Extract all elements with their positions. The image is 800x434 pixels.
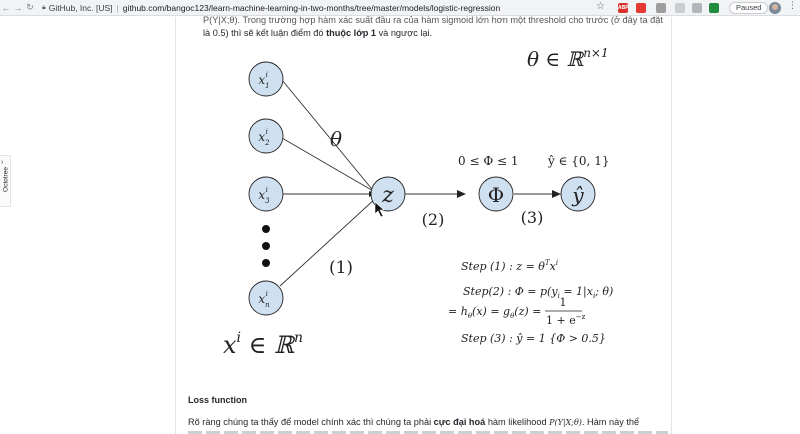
phi-node-label: Φ xyxy=(487,183,505,207)
theta-definition: θ ∈ ℝ$^{n\times 1}$ xyxy=(527,46,609,71)
text: và ngược lại. xyxy=(376,28,433,38)
yhat-node-label: ŷ xyxy=(572,183,584,207)
back-icon[interactable]: ← xyxy=(1,2,11,13)
fraction-denominator: $1 + e^{-z}$ xyxy=(546,313,586,327)
edge-x2-z xyxy=(282,138,375,192)
ellipsis-dot xyxy=(262,225,270,233)
arrowhead-z-phi xyxy=(457,190,466,198)
phi-range: 0 ≤ Φ ≤ 1 xyxy=(458,154,519,168)
input-node-x3 xyxy=(249,177,283,211)
input-node-x2 xyxy=(249,119,283,153)
ellipsis-dot xyxy=(262,259,270,267)
step-label-3: (3) xyxy=(520,208,544,227)
arrowhead-phi-yhat xyxy=(552,190,561,198)
paragraph-line xyxy=(188,417,639,427)
input-domain: $x^i$ ∈ ℝ$^n$ xyxy=(223,330,304,359)
step1-formula: Step (1) : $z = \theta^Tx^i$ xyxy=(461,259,559,273)
bold-text: thuộc lớp 1 xyxy=(326,28,377,38)
step-label-2: (2) xyxy=(421,210,445,229)
ext-red-icon[interactable] xyxy=(636,3,646,13)
yhat-range: ŷ ∈ {0, 1} xyxy=(548,154,610,168)
ext-doc-icon[interactable] xyxy=(675,3,685,13)
section-heading-loss-function: Loss function xyxy=(188,395,247,405)
octotree-label: Octotree xyxy=(2,167,10,192)
text: là 0.5) thì sẽ kết luận điểm đó xyxy=(203,28,327,38)
input-label-2: $x_2i$ xyxy=(258,128,270,147)
theta-label: θ xyxy=(329,127,343,151)
bold-text: cực đại hoá xyxy=(433,417,486,427)
content-border-right xyxy=(671,17,672,434)
text: . Hàm này thể xyxy=(581,417,640,427)
input-label-n: $x_ni$ xyxy=(258,290,270,309)
chevron-right-icon: › xyxy=(1,159,4,166)
z-node-label: z xyxy=(382,183,394,208)
inline-math: P(Y|X;θ) xyxy=(549,418,582,427)
more-menu-icon[interactable]: ⋮ xyxy=(788,0,797,10)
text: hàm likelihood xyxy=(485,417,550,427)
step-label-1: (1) xyxy=(328,258,354,278)
ext-green-icon[interactable] xyxy=(709,3,719,13)
ext-box-icon[interactable] xyxy=(656,3,666,13)
octotree-toggle[interactable] xyxy=(0,155,11,207)
step3-formula: Step (3) : ŷ = 1 {Φ > 0.5} xyxy=(461,332,606,345)
profile-paused-button[interactable]: Paused xyxy=(729,2,768,14)
text: Rõ ràng chúng ta thấy để model chính xác thì chúng ta phải xyxy=(188,417,434,427)
logistic-regression-diagram xyxy=(180,40,650,370)
forward-icon[interactable]: → xyxy=(13,2,23,13)
reload-icon[interactable]: ↻ xyxy=(26,2,34,12)
paragraph-line xyxy=(203,28,432,38)
fraction-numerator: 1 xyxy=(559,296,567,309)
paragraph-top-cut: P(Y|X;θ). Trong trường hợp hàm xác suất đầu ra của hàm sigmoid lớn hơn một threshold cho trước (ở đây ta đặt xyxy=(203,16,663,25)
site-identity[interactable]: GitHub, Inc. [US] xyxy=(48,2,113,13)
bookmark-star-icon[interactable]: ☆ xyxy=(596,1,605,12)
ext-gray-icon[interactable] xyxy=(692,3,702,13)
input-node-x1 xyxy=(249,62,283,96)
input-label-1: $x_1i$ xyxy=(258,71,270,90)
input-label-3: $x_3i$ xyxy=(258,186,270,205)
address-bar[interactable]: github.com/bangoc123/learn-machine-learning-in-two-months/tree/master/models/logistic-regression xyxy=(122,2,501,13)
url-separator: | xyxy=(116,2,119,13)
input-node-xn xyxy=(249,281,283,315)
avatar[interactable] xyxy=(769,2,781,14)
ellipsis-dot xyxy=(262,242,270,250)
content-border-left xyxy=(175,17,176,434)
step2-hypothesis: = $h_\theta(x) = g_\theta(z)$ = xyxy=(448,305,542,320)
lock-icon[interactable]: 🔒︎ xyxy=(42,3,46,11)
abp-icon[interactable]: ABP xyxy=(618,5,629,11)
step2-formula: Step(2) : $\Phi = p(y_i = 1|x_i$; θ) xyxy=(463,285,614,300)
